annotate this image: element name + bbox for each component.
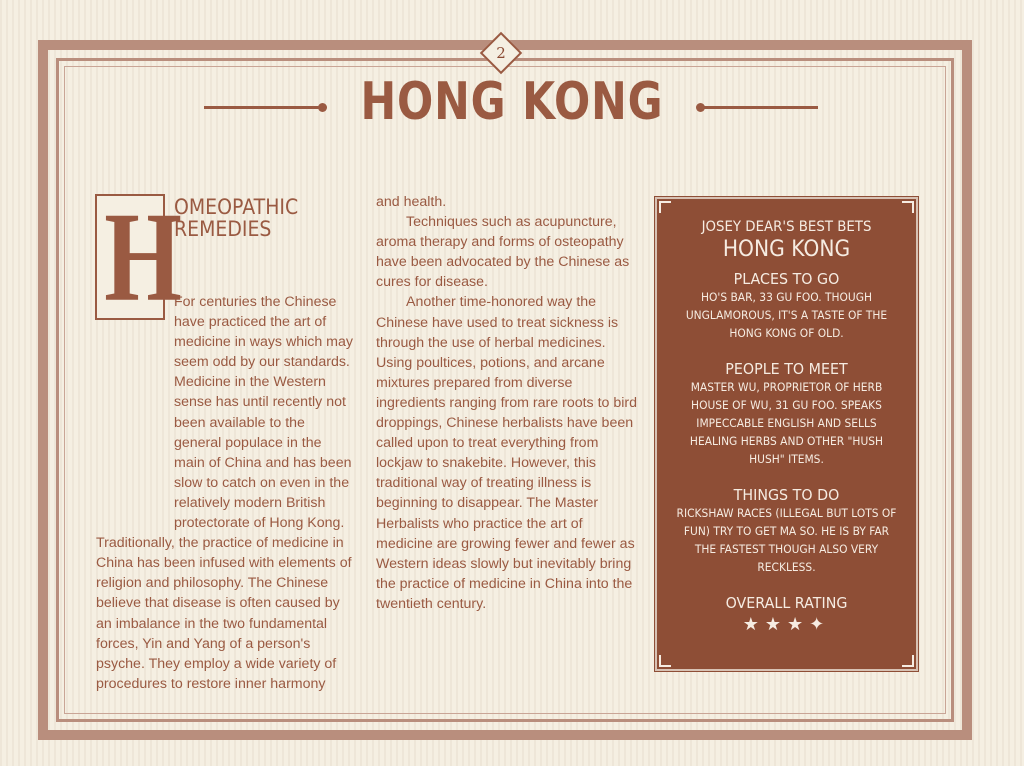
people-text: MASTER WU, PROPRIETOR OF HERB HOUSE OF WU, 31 GU FOO. SPEAKS IMPECCABLE ENGLISH AND SELLS HEALING HERBS AND OTHER "HUSH HUSH" ITEMS. (689, 380, 884, 466)
corner-ornament (902, 201, 914, 213)
article-column-2 (376, 192, 640, 614)
places-text: HO'S BAR, 33 GU FOO. THOUGH UNGLAMOROUS, IT'S A TASTE OF THE HONG KONG OF OLD. (685, 290, 888, 340)
corner-ornament (659, 655, 671, 667)
drop-cap-letter: H (104, 186, 182, 328)
article-paragraph: For centuries the Chinese have practiced the art of medicine in ways which may seem odd by our standards. Medicine in the Western sense has until recently not been available to the general populace in the main of China and has been slow to catch on even in the relatively modern British protectorate of Hong Kong. (174, 294, 353, 532)
places-title: PLACES TO GO (733, 270, 840, 288)
rating-title: OVERALL RATING (725, 594, 848, 612)
people-title: PEOPLE TO MEET (725, 360, 848, 378)
article-subhead: OMEOPATHIC REMEDIES (174, 195, 299, 241)
corner-ornament (902, 655, 914, 667)
article-paragraph: Traditionally, the practice of medicine in China has been infused with elements of religion and philosophy. The Chinese believe that disease is often caused by an imbalance in the two fundamental forces, Yin and Yang of a person's psyche. They employ a wide variety of procedures to restore inner harmony (96, 535, 352, 692)
things-title: THINGS TO DO (733, 486, 840, 504)
article-paragraph: Another time-honored way the Chinese have used to treat sickness is through the use of herbal medicines. Using poultices, potions, and arcane mixtures prepared from diverse ingredients ranging from rare roots to bird droppings, Chinese herbalists have been called upon to treat everything from lockjaw to snakebite. However, this traditional way of treating illness is beginning to disappear. The Master Herbalists who practice the art of medicine are growing fewer and fewer as Western ideas slowly but inevitably bring the practice of medicine in China into the twentieth century. (376, 294, 638, 612)
page-title: HONG KONG (360, 72, 664, 132)
best-bets-city: HONG KONG (722, 237, 851, 262)
rating-stars: ★★★✦ (742, 614, 831, 635)
article-paragraph: and health. (376, 194, 447, 210)
title-rule-left (204, 106, 324, 109)
corner-ornament (659, 201, 671, 213)
title-rule-right (700, 106, 818, 109)
best-bets-heading: JOSEY DEAR'S BEST BETS (701, 219, 872, 235)
title-rule-dot-left (318, 103, 327, 112)
article-paragraph: Techniques such as acupuncture, aroma therapy and forms of osteopathy have been advocated by the Chinese as cures for disease. (376, 214, 630, 291)
article-column-1 (96, 292, 354, 694)
things-text: RICKSHAW RACES (ILLEGAL BUT LOTS OF FUN) TRY TO GET MA SO. HE IS BY FAR THE FASTEST THOUGH ALSO VERY RECKLESS. (676, 506, 897, 574)
page-number: 2 (496, 44, 506, 62)
best-bets-box (655, 197, 918, 671)
